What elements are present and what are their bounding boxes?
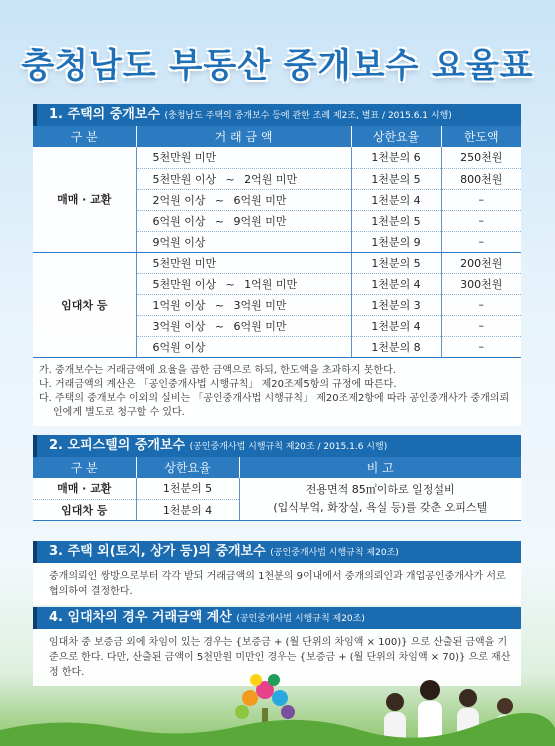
note-item: 나. 거래금액의 계산은 「공인중개사법 시행규칙」 제20조제5항의 규정에 따른다. [39, 378, 397, 390]
section-subtitle: (충청남도 주택의 중개보수 등에 관한 조례 제2조, 별표 / 2015.6.1 시행) [164, 111, 452, 121]
note-item: 가. 중개보수는 거래금액에 요율을 곱한 금액으로 하되, 한도액을 초과하지 못한다. [39, 364, 396, 376]
rate-cell: 1천분의 9 [351, 231, 441, 252]
amount-from: 5천만원 이상 [152, 277, 217, 291]
amount-to: 6억원 미만 [233, 319, 287, 333]
section-subtitle: (공인중개사법 시행규칙 제20조 / 2015.1.6 시행) [189, 442, 388, 452]
section-label: 3. 주택 외(토지, 상가 등)의 중개보수 [49, 544, 266, 559]
col-header: 구 분 [33, 126, 136, 147]
range-separator: ~ [214, 193, 225, 207]
col-header: 상한요율 [136, 457, 239, 478]
amount-from: 6억원 이상 [152, 214, 206, 228]
remark-line: 전용면적 85㎡이하로 일정설비 [305, 482, 455, 496]
cap-cell: – [441, 336, 521, 357]
officetel-fee-table [33, 457, 521, 521]
section-label: 4. 임대차의 경우 거래금액 계산 [49, 610, 232, 625]
range-separator: ~ [225, 277, 235, 291]
amount-from: 5천만원 미만 [152, 256, 217, 270]
cap-cell: – [441, 189, 521, 210]
cap-cell: 300천원 [441, 273, 521, 294]
cap-cell: 200천원 [441, 252, 521, 273]
rate-cell: 1천분의 3 [351, 294, 441, 315]
note-item: 다. 주택의 중개보수 이외의 실비는 「공인중개사법 시행규칙」 제20조제2항에 따라 공인중개사가 중개의뢰인에게 별도로 청구할 수 있다. [39, 392, 510, 418]
rate-cell: 1천분의 4 [351, 273, 441, 294]
amount-cell [136, 231, 351, 252]
rate-cell: 1천분의 5 [136, 478, 239, 499]
section-text: 중개의뢰인 쌍방으로부터 각각 받되 거래금액의 1천분의 9이내에서 중개의뢰인과 개업공인중개사가 서로 협의하여 결정한다. [49, 571, 506, 597]
amount-cell [136, 252, 351, 273]
cap-cell: – [441, 210, 521, 231]
amount-to: 9억원 미만 [233, 214, 287, 228]
section-header [33, 435, 521, 457]
rate-cell: 1천분의 6 [351, 147, 441, 168]
section-non-housing-fee [33, 541, 521, 605]
page-title: 충청남도 부동산 중개보수 요율표 [21, 46, 534, 86]
section-header [33, 541, 521, 563]
rate-cell: 1천분의 5 [351, 168, 441, 189]
col-header: 비 고 [239, 457, 521, 478]
category-cell: 매매 · 교환 [33, 147, 136, 252]
amount-to: 1억원 미만 [244, 277, 298, 291]
amount-cell [136, 168, 351, 189]
rate-cell: 1천분의 4 [136, 499, 239, 520]
amount-from: 9억원 이상 [152, 235, 206, 249]
range-separator: ~ [214, 214, 225, 228]
amount-to: 2억원 미만 [244, 172, 298, 186]
bottom-decoration [0, 650, 555, 746]
cap-cell: 800천원 [441, 168, 521, 189]
amount-cell [136, 336, 351, 357]
section-label: 2. 오피스텔의 중개보수 [49, 438, 186, 453]
amount-to: 3억원 미만 [233, 298, 287, 312]
rate-cell: 1천분의 4 [351, 315, 441, 336]
amount-cell [136, 147, 351, 168]
table-row [33, 252, 521, 273]
category-cell: 임대차 등 [33, 252, 136, 357]
cap-cell: – [441, 294, 521, 315]
col-header: 구 분 [33, 457, 136, 478]
rate-cell: 1천분의 8 [351, 336, 441, 357]
section-text: 임대차 중 보증금 외에 차임이 있는 경우는 {보증금 + (월 단위의 차임액 × 100)} 으로 산출된 금액을 기준으로 한다. 다만, 산출된 금액이 5천만원 미만인 경우는 {보증금 + (월 단위의 차임액 × 70)} 으로 재산정 한다. [49, 637, 511, 678]
remark-cell [239, 478, 521, 520]
amount-from: 5천만원 미만 [152, 151, 217, 165]
amount-cell [136, 210, 351, 231]
range-separator: ~ [225, 172, 235, 186]
range-separator: ~ [214, 319, 225, 333]
amount-from: 6억원 이상 [152, 340, 206, 354]
amount-cell [136, 273, 351, 294]
col-header: 한도액 [441, 126, 521, 147]
amount-cell [136, 294, 351, 315]
table-row [33, 478, 521, 499]
section-subtitle: (공인중개사법 시행규칙 제20조) [236, 614, 365, 624]
amount-from: 5천만원 이상 [152, 172, 217, 186]
cap-cell: – [441, 315, 521, 336]
section-header [33, 104, 521, 126]
section-label: 1. 주택의 중개보수 [49, 107, 160, 122]
remark-line: (입식부엌, 화장실, 욕실 등)를 갖춘 오피스텔 [273, 500, 488, 514]
category-cell: 매매 · 교환 [33, 478, 136, 499]
amount-cell [136, 315, 351, 336]
amount-to: 6억원 미만 [233, 193, 287, 207]
section-header [33, 607, 521, 629]
section-officetel-fee [33, 435, 521, 521]
housing-fee-table [33, 126, 521, 358]
cap-cell: 250천원 [441, 147, 521, 168]
section-subtitle: (공인중개사법 시행규칙 제20조) [270, 548, 399, 558]
amount-from: 1억원 이상 [152, 298, 206, 312]
col-header: 상한요율 [351, 126, 441, 147]
section-housing-fee [33, 104, 521, 426]
cap-cell: – [441, 231, 521, 252]
table-row [33, 147, 521, 168]
notes [33, 358, 521, 426]
range-separator: ~ [214, 298, 225, 312]
amount-cell [136, 189, 351, 210]
rate-cell: 1천분의 5 [351, 252, 441, 273]
amount-from: 2억원 이상 [152, 193, 206, 207]
amount-from: 3억원 이상 [152, 319, 206, 333]
category-cell: 임대차 등 [33, 499, 136, 520]
rate-cell: 1천분의 5 [351, 210, 441, 231]
col-header: 거 래 금 액 [136, 126, 351, 147]
rate-cell: 1천분의 4 [351, 189, 441, 210]
